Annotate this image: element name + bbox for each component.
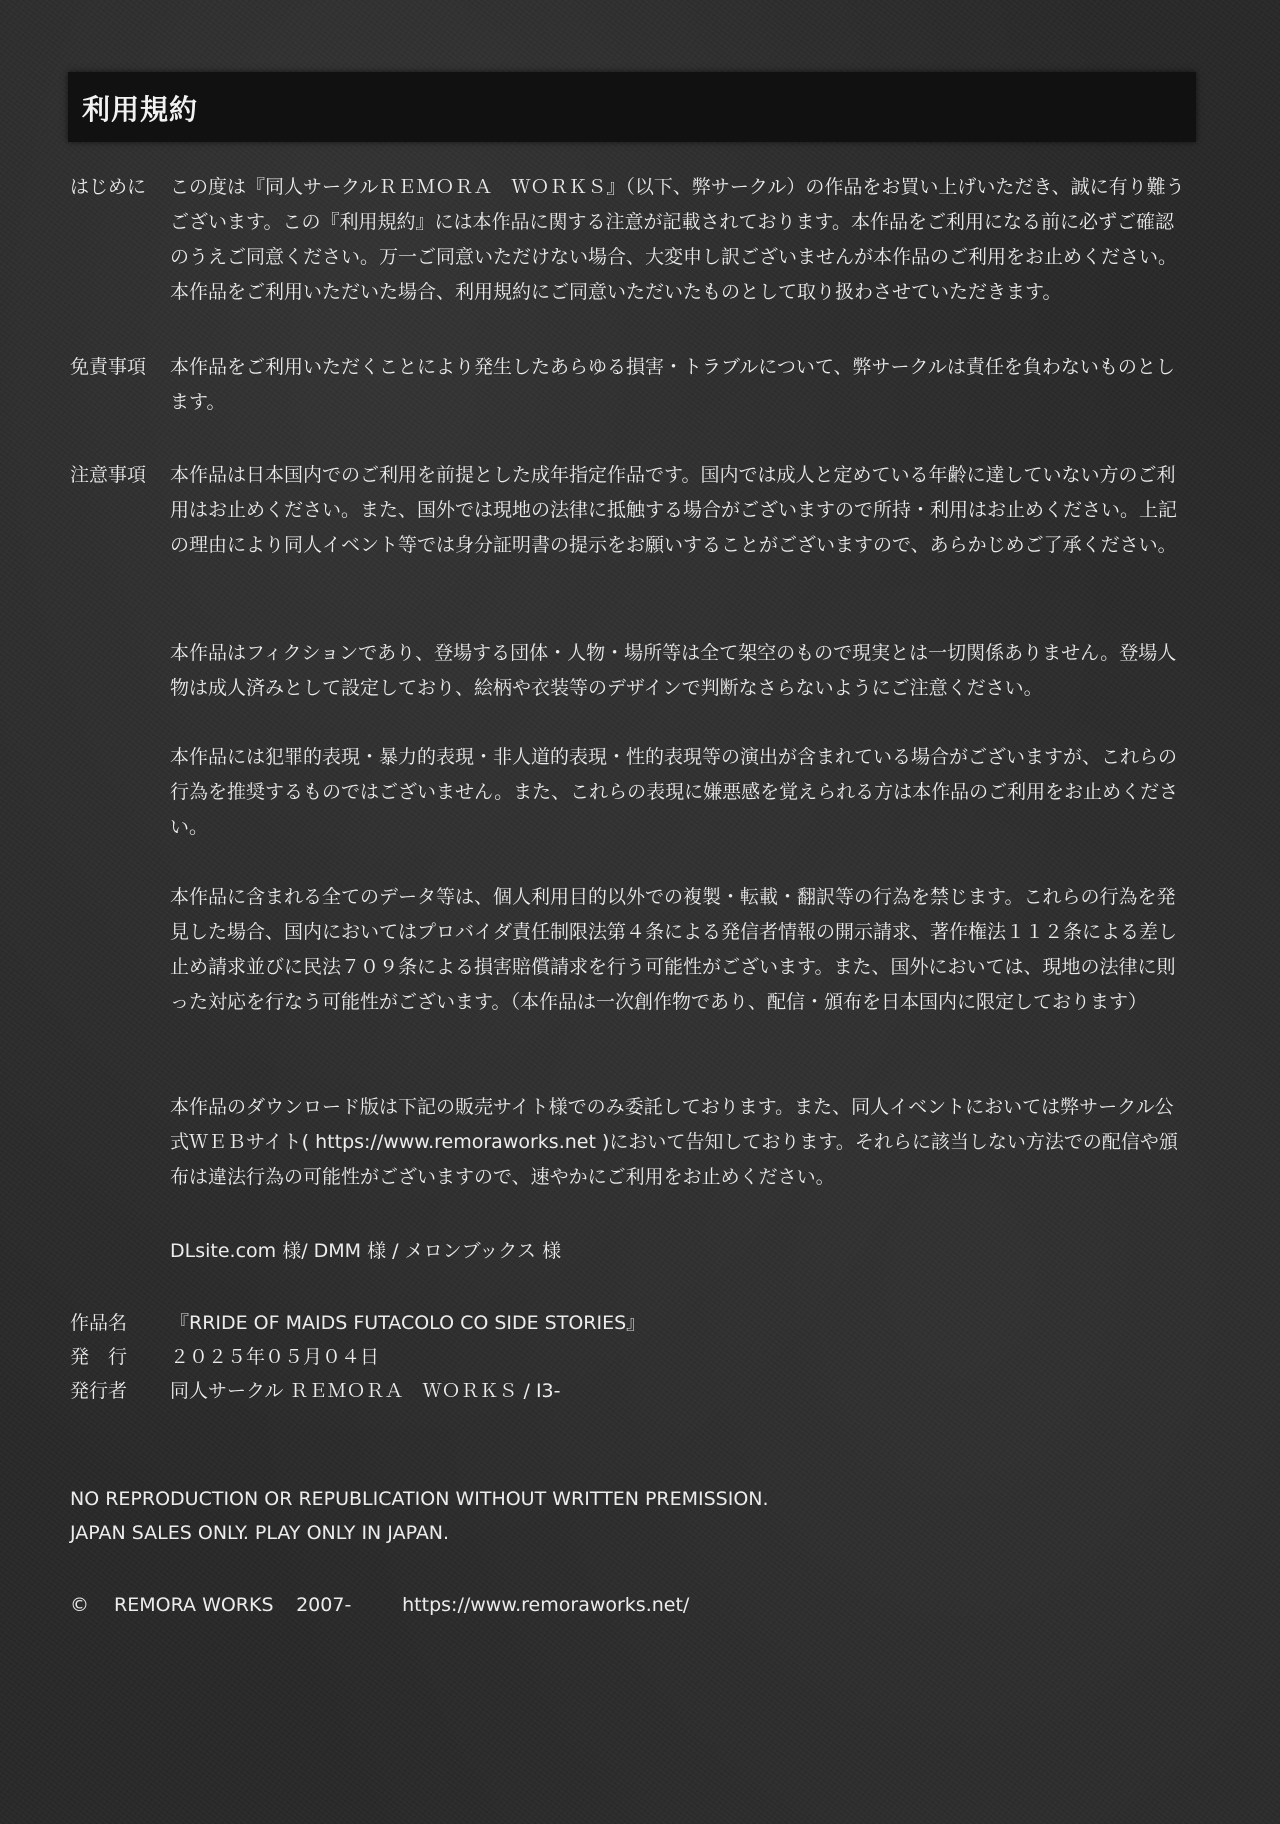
copyright-year: 2007-: [296, 1594, 352, 1616]
work-title-row: [70, 1306, 1170, 1340]
notes-paragraph-1: 本作品は日本国内でのご利用を前提とした成年指定作品です。国内では成人と定めている年齢に達していない方のご利用はお止めください。また、国外では現地の法律に抵触する場合がございますので所持・利用はお止めください。上記の理由により同人イベント等では身分証明書の提示をお願いすることがございますので、あらかじめご了承ください。: [170, 464, 1178, 556]
copyright-name: REMORA WORKS: [114, 1594, 274, 1616]
notes-paragraph-2: 本作品はフィクションであり、登場する団体・人物・場所等は全て架空のもので現実とは一切関係ありません。登場人物は成人済みとして設定しており、絵柄や衣装等のデザインで判断なさらないようにご注意ください。: [170, 642, 1177, 699]
issue-date-value: ２０２５年０５月０４日: [170, 1346, 380, 1368]
japan-only-notice: JAPAN SALES ONLY. PLAY ONLY IN JAPAN.: [70, 1522, 450, 1544]
intro-text: この度は『同人サークルＲＥＭＯＲＡ ＷＯＲＫＳ』（以下、弊サークル）の作品をお買い上げいただき、誠に有り難うございます。この『利用規約』には本作品に関する注意が記載されております。本作品をご利用になる前に必ずご確認のうえご同意ください。万一ご同意いただけない場合、大変申し訳ございませんが本作品のご利用をお止めください。本作品をご利用いただいた場合、利用規約にご同意いただいたものとして取り扱わさせていただきます。: [170, 176, 1185, 303]
work-title-value: 『RRIDE OF MAIDS FUTACOLO CO SIDE STORIES』: [170, 1312, 646, 1334]
issue-date-row: [70, 1340, 1170, 1374]
publisher-label: 発行者: [70, 1380, 128, 1402]
intro-label: はじめに: [70, 176, 147, 198]
issue-date-label: 発 行: [70, 1346, 128, 1368]
work-title-label: 作品名: [70, 1312, 128, 1334]
sales-sites: DLsite.com 様/ DMM 様 / メロンブックス 様: [170, 1240, 562, 1262]
copyright-symbol: ©: [70, 1594, 89, 1616]
title-bar: [68, 72, 1196, 142]
page-title: 利用規約: [82, 93, 199, 126]
website-url[interactable]: https://www.remoraworks.net/: [402, 1594, 690, 1616]
no-reproduction-notice: NO REPRODUCTION OR REPUBLICATION WITHOUT WRITTEN PREMISSION.: [70, 1488, 769, 1510]
notes-paragraph-3: 本作品には犯罪的表現・暴力的表現・非人道的表現・性的表現等の演出が含まれている場合がございますが、これらの行為を推奨するものではございません。また、これらの表現に嫌悪感を覚えられる方は本作品のご利用をお止めください。: [170, 746, 1179, 838]
notes-paragraph-4: 本作品に含まれる全てのデータ等は、個人利用目的以外での複製・転載・翻訳等の行為を禁じます。これらの行為を発見した場合、国内においてはプロバイダ責任制限法第４条による発信者情報の開示請求、著作権法１１２条による差し止め請求並びに民法７０９条による損害賠償請求を行う可能性がございます。また、国外においては、現地の法律に則った対応を行なう可能性がございます。（本作品は一次創作物であり、配信・頒布を日本国内に限定しております）: [170, 886, 1178, 1013]
notes-paragraph-5: 本作品のダウンロード版は下記の販売サイト様でのみ委託しております。また、同人イベントにおいては弊サークル公式ＷＥＢサイト( https://www.remoraworks.net )において告知しております。それらに該当しない方法での配信や頒布は違法行為の可能性がございますので、速やかにご利用をお止めください。: [170, 1096, 1178, 1188]
disclaimer-label: 免責事項: [70, 356, 147, 378]
notes-label: 注意事項: [70, 464, 147, 486]
publisher-row: [70, 1374, 1170, 1408]
publisher-value: 同人サークル ＲＥＭＯＲＡ ＷＯＲＫＳ / I3-: [170, 1380, 561, 1402]
copyright-line: [70, 1588, 689, 1622]
disclaimer-text: 本作品をご利用いただくことにより発生したあらゆる損害・トラブルについて、弊サークルは責任を負わないものとします。: [170, 356, 1175, 413]
